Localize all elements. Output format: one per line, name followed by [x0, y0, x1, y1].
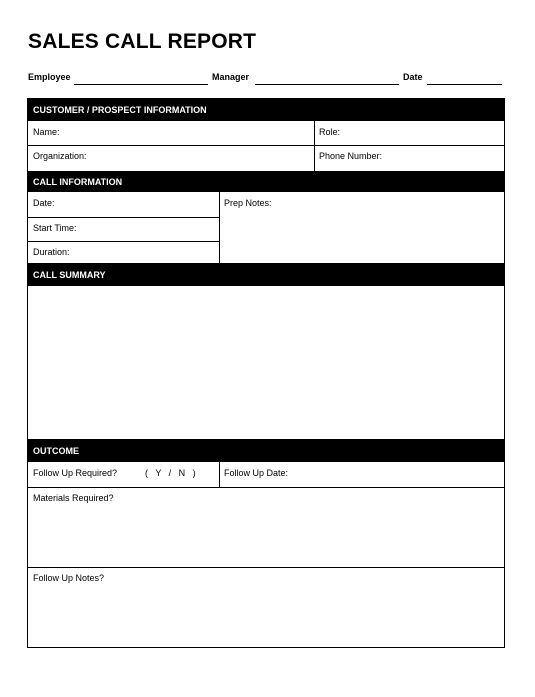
outcome-row-divider-1: [28, 487, 504, 488]
employee-label: Employee: [28, 72, 71, 82]
materials-required-label: Materials Required?: [33, 493, 114, 503]
organization-label: Organization:: [33, 151, 87, 161]
report-form: [27, 98, 505, 648]
date-label: Date: [403, 72, 423, 82]
date-field-line[interactable]: [427, 84, 502, 85]
role-label: Role:: [319, 127, 341, 137]
customer-section-header: CUSTOMER / PROSPECT INFORMATION: [28, 99, 504, 121]
customer-row-divider: [28, 145, 504, 146]
yes-no-option[interactable]: ( Y / N ): [145, 468, 196, 478]
customer-column-divider: [314, 121, 315, 171]
outcome-section-header: OUTCOME: [28, 439, 504, 462]
follow-up-required-label: Follow Up Required?: [33, 468, 118, 478]
start-time-label: Start Time:: [33, 223, 77, 233]
call-summary-section-header: CALL SUMMARY: [28, 263, 504, 286]
call-info-row-divider-2: [28, 241, 220, 242]
follow-up-notes-label: Follow Up Notes?: [33, 573, 105, 583]
manager-label: Manager: [212, 72, 250, 82]
name-label: Name:: [33, 127, 60, 137]
call-summary-area[interactable]: [28, 286, 504, 439]
call-info-column-divider: [219, 192, 220, 263]
call-date-label: Date:: [33, 198, 55, 208]
phone-number-label: Phone Number:: [319, 151, 383, 161]
manager-field-line[interactable]: [255, 84, 399, 85]
employee-field-line[interactable]: [74, 84, 208, 85]
duration-label: Duration:: [33, 247, 70, 257]
outcome-column-divider: [219, 462, 220, 487]
outcome-row-divider-2: [28, 567, 504, 568]
follow-up-date-label: Follow Up Date:: [224, 468, 289, 478]
prep-notes-label: Prep Notes:: [224, 198, 272, 208]
report-title: SALES CALL REPORT: [28, 30, 257, 53]
call-info-row-divider-1: [28, 217, 220, 218]
call-info-section-header: CALL INFORMATION: [28, 171, 504, 192]
